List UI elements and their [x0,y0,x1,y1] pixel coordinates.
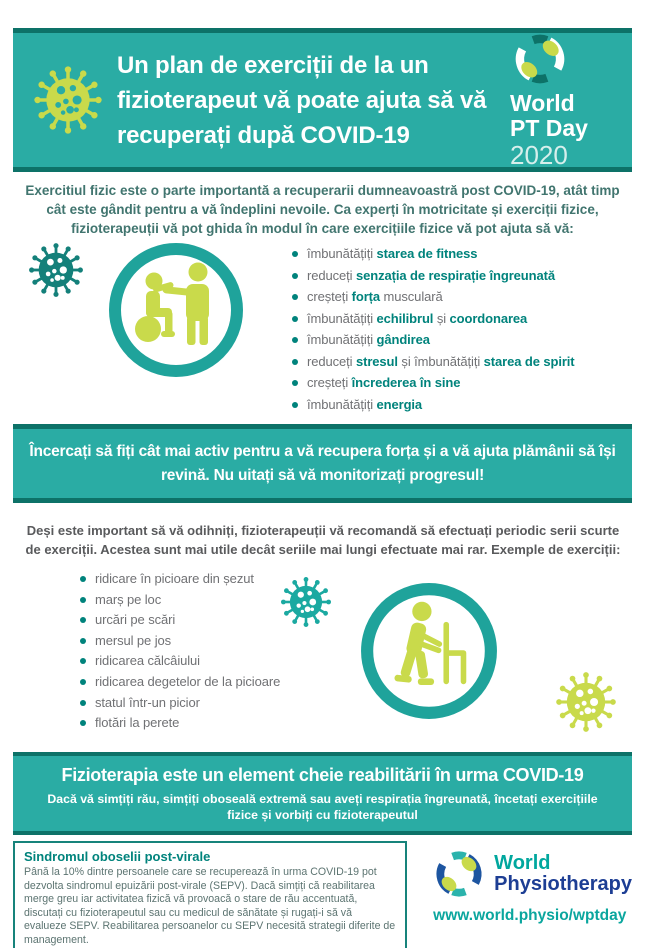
virus-icon [280,576,332,628]
benefits-section [0,238,645,424]
list-item: mersul pe jos [80,632,280,653]
key-message-banner [13,752,632,835]
list-item: îmbunătățiți energia [292,396,575,418]
virus-icon [555,671,617,733]
exercises-list [80,570,280,735]
person-exercising-with-chair-icon [358,580,500,722]
activity-banner-text: Încercați să fiți cât mai activ pentru a vă recupera forța și a vă ajuta plămânii să își revină. Nu uitați să vă monitorizați progresul! [29,442,616,484]
key-message-title: Fizioterapia este un element cheie reabilitării în urma COVID-19 [61,764,584,785]
wp-logo-world-text: World [494,852,551,874]
virus-icon [28,242,84,298]
key-message-subtitle: Dacă vă simțiți rău, simțiți oboseală extremă sau aveți respirația îngreunată, încetați exercițiile fizice și vorbiți cu fizioterapeutul [47,791,598,822]
physiotherapist-assisting-patient-icon [106,240,246,380]
fatigue-box-body: Până la 10% dintre persoanele care se recuperează în urma COVID-19 pot dezvolta sindromul epuizării post-virale (SEPV). Dacă simțiți că reabilitarea merge greu iar activitatea fizică vă provoacă o stare de rău accentuată, discutați cu fizioterapeutul sau cu medicul de sănătate și rugați-i să vă evalueze SEPV. Reabilitarea persoanelor cu SEPV necesită strategii diferite de management. [24,866,396,946]
fatigue-box-title: Sindromul oboselii post-virale [24,849,211,864]
world-pt-day-globe-icon [512,31,568,87]
world-physiotherapy-logo [433,841,632,948]
list-item: marș pe loc [80,591,280,612]
footer [13,841,632,948]
header-banner [13,28,632,172]
list-item: ridicarea degetelor de la picioare [80,673,280,694]
post-viral-fatigue-box [13,841,407,948]
wp-logo-physiotherapy-text: Physiotherapy [494,873,632,895]
logo-year-text: 2020 [510,140,568,170]
list-item: urcări pe scări [80,611,280,632]
page-title: Un plan de exerciții de la un fizioterapeut vă poate ajuta să vă recuperați după COVID-19 [117,51,487,149]
logo-world-text: World [510,90,575,116]
list-item: reduceți senzația de respirație îngreunată [292,267,575,289]
list-item: îmbunătățiți starea de fitness [292,245,575,267]
logo-ptday-text: PT Day [510,115,588,141]
list-item: îmbunătățiți gândirea [292,331,575,353]
list-item: reduceți stresul și îmbunătățiți starea de spirit [292,353,575,375]
list-item: statul într-un picior [80,694,280,715]
world-physiotherapy-globe-icon [433,848,485,900]
virus-icon [33,65,103,135]
list-item: creșteți forța musculară [292,288,575,310]
list-item: îmbunătățiți echilibrul și coordonarea [292,310,575,332]
benefits-list [292,245,575,417]
intro-paragraph: Exercitiul fizic este o parte importantă a recuperarii dumneavoastră post COVID-19, atât timp cât este gândit pentru a vă îndeplini nevoile. Ca experți în motricitate și exerciții fizice, fizioterapeuții vă pot ghida în modul în care exercițiile fizice vă pot ajuta să vă: [25,183,620,236]
list-item: creșteți încrederea în sine [292,374,575,396]
website-url: www.world.physio/wptday [433,907,627,924]
list-item: flotări la perete [80,714,280,735]
list-item: ridicarea călcâiului [80,652,280,673]
activity-banner [13,424,632,503]
exercise-intro-paragraph: Deși este important să vă odihniți, fizioterapeuții vă recomandă să efectuați periodic serii scurte de exerciții. Acestea sunt mai utile decât seriile mai lungi efectuate mai rar. Exemple de exerciții: [25,523,621,557]
list-item: ridicare în picioare din șezut [80,570,280,591]
exercises-section [0,565,645,747]
world-pt-day-logo [510,31,632,169]
